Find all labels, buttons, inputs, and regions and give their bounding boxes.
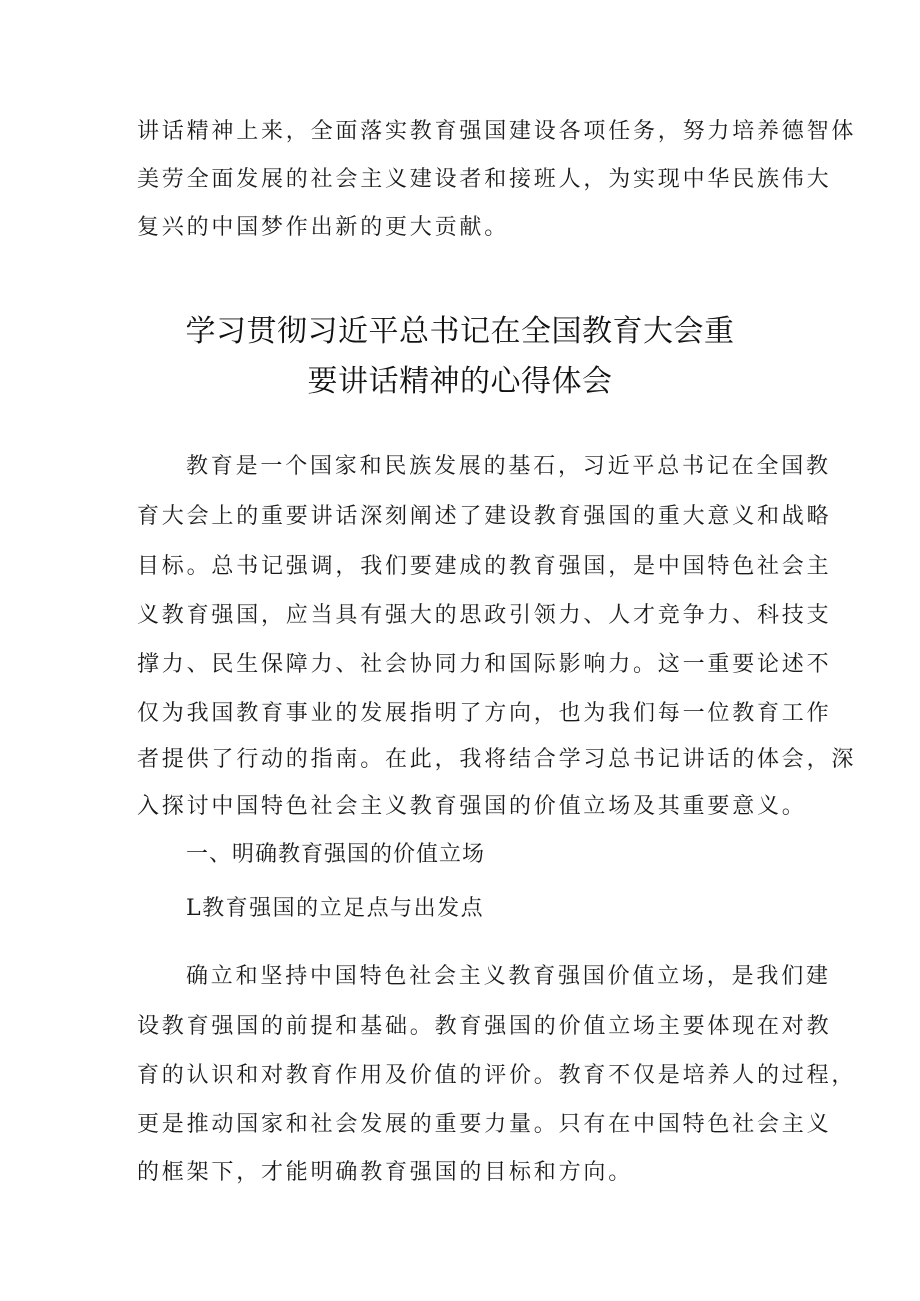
paragraph1-line-5: 撑力、民生保障力、社会协同力和国际影响力。这一重要论述不 bbox=[137, 652, 832, 677]
intro-line-1: 讲话精神上来，全面落实教育强国建设各项任务，努力培养德智体 bbox=[137, 119, 857, 144]
paragraph1-line-7: 者提供了行动的指南。在此，我将结合学习总书记讲话的体会，深 bbox=[137, 747, 857, 772]
paragraph2-line-3: 育的认识和对教育作用及价值的评价。教育不仅是培养人的过程， bbox=[137, 1063, 857, 1088]
intro-line-3: 复兴的中国梦作出新的更大贡献。 bbox=[137, 215, 510, 240]
paragraph2-line-2: 设教育强国的前提和基础。教育强国的价值立场主要体现在对教 bbox=[137, 1014, 832, 1039]
intro-line-2: 美劳全面发展的社会主义建设者和接班人，为实现中华民族伟大 bbox=[137, 167, 832, 192]
paragraph2-line-1: 确立和坚持中国特色社会主义教育强国价值立场，是我们建 bbox=[186, 964, 831, 989]
article-title-line-2: 要讲话精神的心得体会 bbox=[307, 364, 613, 399]
paragraph1-line-4: 义教育强国，应当具有强大的思政引领力、人才竞争力、科技支 bbox=[137, 603, 832, 628]
paragraph1-line-2: 育大会上的重要讲话深刻阐述了建设教育强国的重大意义和战略 bbox=[137, 504, 832, 529]
paragraph2-line-5: 的框架下，才能明确教育强国的目标和方向。 bbox=[137, 1160, 634, 1185]
paragraph1-line-8: 入探讨中国特色社会主义教育强国的价值立场及其重要意义。 bbox=[137, 794, 807, 819]
paragraph1-line-6: 仅为我国教育事业的发展指明了方向，也为我们每一位教育工作 bbox=[137, 701, 832, 726]
paragraph1-line-1: 教育是一个国家和民族发展的基石，习近平总书记在全国教 bbox=[186, 454, 831, 479]
subsection1-heading: L教育强国的立足点与出发点 bbox=[186, 896, 485, 921]
section1-heading: 一、明确教育强国的价值立场 bbox=[186, 842, 486, 867]
article-title-line-1: 学习贯彻习近平总书记在全国教育大会重 bbox=[185, 314, 735, 349]
paragraph1-line-3: 目标。总书记强调，我们要建成的教育强国，是中国特色社会主 bbox=[137, 554, 832, 579]
paragraph2-line-4: 更是推动国家和社会发展的重要力量。只有在中国特色社会主义 bbox=[137, 1112, 832, 1137]
